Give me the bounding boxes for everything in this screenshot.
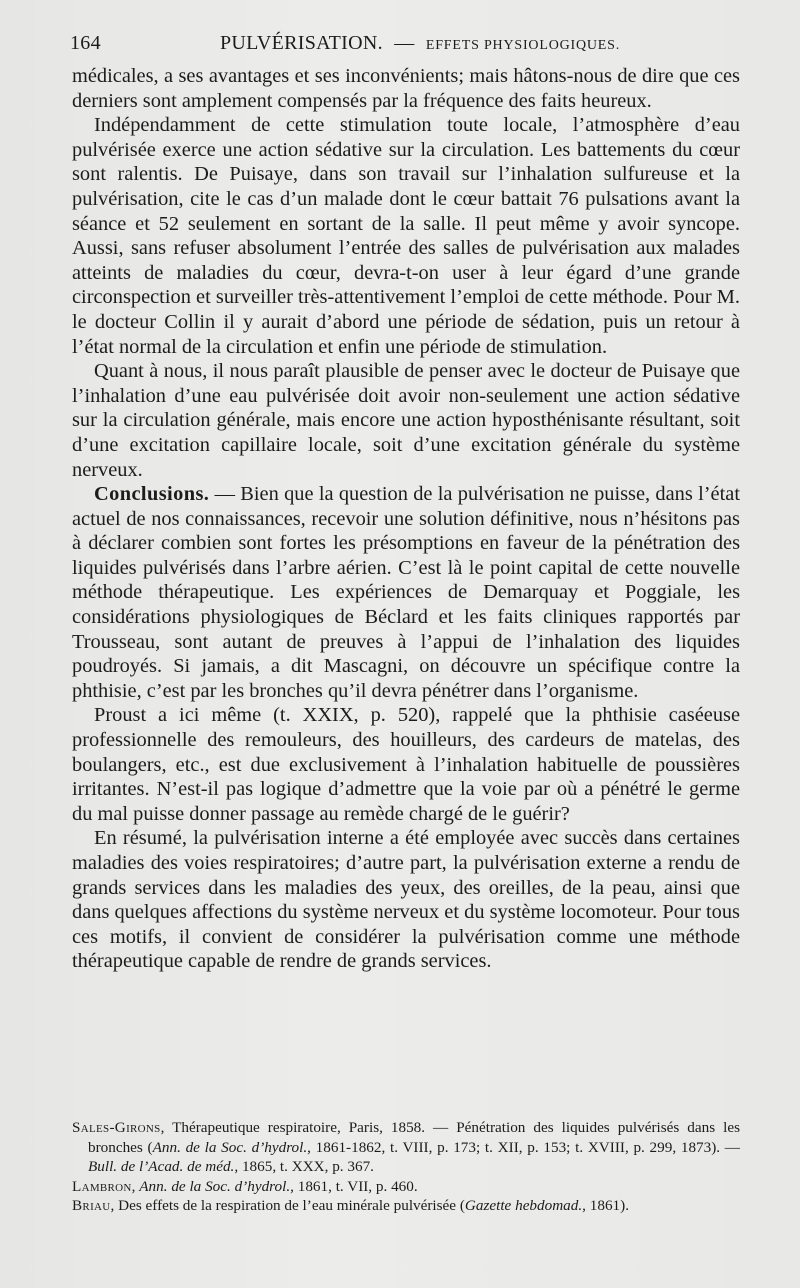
paragraph-hyposthenic-action: Quant à nous, il nous paraît plausible de penser avec le docteur de Puisaye que l’inhalation d’une eau pulvérisée doit avoir non-seulement une action sédative sur la circulation générale, mais encore une action hyposthénisante résultant, soit d’une excitation capillaire locale, soit d’une excitation générale du système nerveux. <box>72 360 740 481</box>
paragraph-summary: En résumé, la pulvérisation interne a été employée avec succès dans certaines maladies des voies respiratoires; d’autre part, la pulvérisation externe a rendu de grands services dans les maladies des yeux, des oreilles, de la peau, ainsi que dans quelques affections du système nerveux et du système locomoteur. Pour tous ces motifs, il convient de considérer la pulvérisation comme une méthode thérapeutique capable de rendre de grands services. <box>72 827 740 973</box>
reference-entry: Sales-Girons, Thérapeutique respiratoire, Paris, 1858. — Pénétration des liquides pulvérisés dans les bronches (Ann. de la Soc. d’hydrol., 1861-1862, t. VIII, p. 173; t. XII, p. 153; t. XVIII, p. 299, 1873). — Bull. de l’Acad. de méd., 1865, t. XXX, p. 367. <box>72 1119 740 1176</box>
running-title-main: PULVÉRISATION. <box>220 32 383 54</box>
reference-author: Sales-Girons <box>72 1119 161 1136</box>
running-title-dash: — <box>394 32 415 54</box>
page-number: 164 <box>70 32 101 54</box>
running-header <box>70 32 740 58</box>
conclusions-text: — Bien que la question de la pulvérisation ne puisse, dans l’état actuel de nos connaissances, recevoir une solution définitive, nous n’hésitons pas à déclarer combien sont fortes les présomptions en faveur de la pénétration des liquides pulvérisés dans l’arbre aérien. C’est là le point capital de cette nouvelle méthode thérapeutique. Les expériences de Demarquay et Poggiale, les considérations physiologiques de Béclard et les faits cliniques rapportés par Trousseau, sont autant de preuves à l’appui de l’inhalation des liquides poudroyés. Si jamais, a dit Mascagni, on découvre un spécifique contre la phthisie, c’est par les bronches qu’il devra pénétrer dans l’organisme. <box>72 483 740 702</box>
paragraph-continued: médicales, a ses avantages et ses inconvénients; mais hâtons-nous de dire que ces derniers sont amplement compensés par la fréquence des faits heureux. <box>72 65 740 112</box>
paragraph-conclusions <box>72 482 740 703</box>
paragraph-proust: Proust a ici même (t. XXIX, p. 520), rappelé que la phthisie caséeuse professionnelle des remouleurs, des houilleurs, des cardeurs de matelas, des boulangers, etc., est due exclusivement à l’inhalation habituelle de poussières irritantes. N’est-il pas logique d’admettre que la voie par où a pénétré le germe du mal puisse donner passage au remède chargé de le guérir? <box>72 704 740 825</box>
bibliography <box>72 1118 740 1216</box>
paragraph-sedative-action: Indépendamment de cette stimulation toute locale, l’atmosphère d’eau pulvérisée exerce une action sédative sur la circulation. Les battements du cœur sont ralentis. De Puisaye, dans son travail sur l’inhalation sulfureuse et la pulvérisation, cite le cas d’un malade dont le cœur battait 76 pulsations avant la séance et 52 seulement en sortant de la salle. Il peut même y avoir syncope. Aussi, sans refuser absolument l’entrée des salles de pulvérisation aux malades atteints de maladies du cœur, devra-t-on user à leur égard d’une grande circonspection et surveiller très-attentivement l’emploi de cette méthode. Pour M. le docteur Collin il y aurait d’abord une période de sédation, puis un retour à l’état normal de la circulation et enfin une période de stimulation. <box>72 114 740 358</box>
reference-entry: Lambron, Ann. de la Soc. d’hydrol., 1861, t. VII, p. 460. <box>72 1177 418 1195</box>
running-title <box>220 32 620 55</box>
running-title-subtitle: EFFETS PHYSIOLOGIQUES. <box>425 38 621 53</box>
body-text <box>72 64 740 974</box>
conclusions-heading: Conclusions. <box>94 483 210 506</box>
reference-author: Lambron <box>72 1177 132 1195</box>
reference-entry: Briau, Des effets de la respiration de l’eau minérale pulvérisée (Gazette hebdomad., 1861). <box>72 1197 629 1215</box>
reference-author: Briau <box>72 1197 111 1215</box>
